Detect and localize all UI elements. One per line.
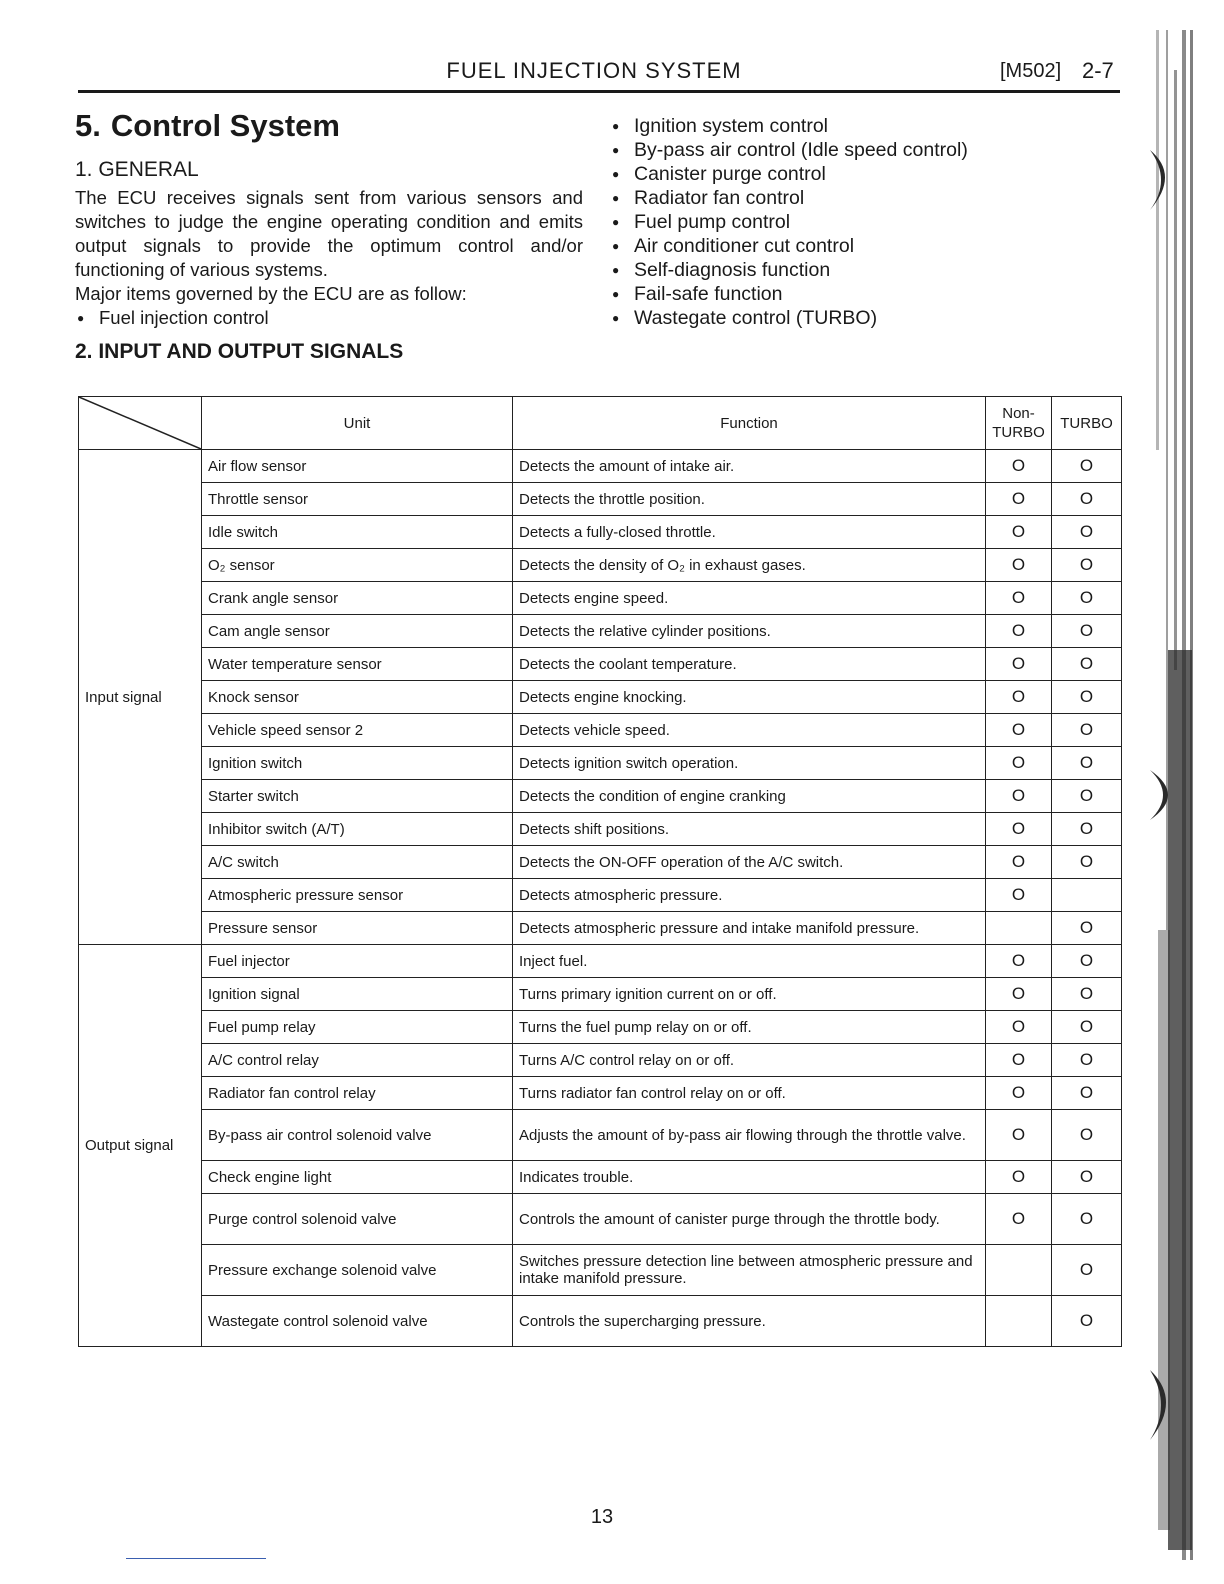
turbo-mark: O: [1052, 945, 1122, 978]
unit-cell: Starter switch: [202, 780, 513, 813]
function-cell: Detects a fully-closed throttle.: [513, 516, 986, 549]
function-cell: Detects the ON-OFF operation of the A/C switch.: [513, 846, 986, 879]
function-cell: Turns primary ignition current on or off.: [513, 978, 986, 1011]
io-heading: 2. INPUT AND OUTPUT SIGNALS: [75, 340, 404, 363]
non-turbo-mark: [986, 912, 1052, 945]
non-turbo-mark: O: [986, 582, 1052, 615]
function-cell: Detects vehicle speed.: [513, 714, 986, 747]
unit-cell: Purge control solenoid valve: [202, 1194, 513, 1245]
non-turbo-mark: O: [986, 780, 1052, 813]
unit-cell: A/C switch: [202, 846, 513, 879]
function-cell: Detects engine knocking.: [513, 681, 986, 714]
section-title-text: Control System: [110, 108, 340, 143]
intro-paragraph: The ECU receives signals sent from various sensors and switches to judge the engine operating condition and emits output signals to provide the optimum control and/or functioning of various systems.: [75, 187, 583, 280]
turbo-mark: O: [1052, 978, 1122, 1011]
header-code: [M502]: [1000, 60, 1062, 82]
unit-cell: Crank angle sensor: [202, 582, 513, 615]
function-cell: Inject fuel.: [513, 945, 986, 978]
function-cell: Detects the throttle position.: [513, 483, 986, 516]
unit-cell: Radiator fan control relay: [202, 1077, 513, 1110]
signals-table: [78, 396, 1122, 1347]
table-row: [79, 780, 1122, 813]
table-row: [79, 681, 1122, 714]
table-row: [79, 615, 1122, 648]
table-row: [79, 1296, 1122, 1347]
bullet-item: ● Canister purge control: [610, 162, 968, 186]
unit-cell: Check engine light: [202, 1161, 513, 1194]
function-cell: Controls the supercharging pressure.: [513, 1296, 986, 1347]
table-row: [79, 1077, 1122, 1110]
function-cell: Turns the fuel pump relay on or off.: [513, 1011, 986, 1044]
table-row: [79, 648, 1122, 681]
non-turbo-mark: [986, 1245, 1052, 1296]
turbo-mark: O: [1052, 780, 1122, 813]
table-row: [79, 1245, 1122, 1296]
bullet-item: ● Air conditioner cut control: [610, 234, 968, 258]
unit-cell: Ignition switch: [202, 747, 513, 780]
function-cell: Detects atmospheric pressure and intake manifold pressure.: [513, 912, 986, 945]
header-diagonal-cell: [79, 397, 202, 450]
header-non-turbo: Non- TURBO: [986, 397, 1052, 450]
turbo-mark: O: [1052, 1077, 1122, 1110]
unit-cell: Pressure sensor: [202, 912, 513, 945]
function-cell: Detects engine speed.: [513, 582, 986, 615]
non-turbo-mark: O: [986, 1044, 1052, 1077]
unit-cell: A/C control relay: [202, 1044, 513, 1077]
table-row: [79, 1011, 1122, 1044]
turbo-mark: O: [1052, 450, 1122, 483]
unit-cell: Air flow sensor: [202, 450, 513, 483]
function-cell: Detects the amount of intake air.: [513, 450, 986, 483]
unit-cell: Knock sensor: [202, 681, 513, 714]
unit-cell: O₂ sensor: [202, 549, 513, 582]
turbo-mark: [1052, 879, 1122, 912]
table-row: [79, 747, 1122, 780]
header-title: FUEL INJECTION SYSTEM: [446, 58, 742, 83]
table-row: [79, 549, 1122, 582]
header-unit: Unit: [202, 397, 513, 450]
table-row: [79, 1194, 1122, 1245]
non-turbo-mark: O: [986, 483, 1052, 516]
function-cell: Turns A/C control relay on or off.: [513, 1044, 986, 1077]
unit-cell: By-pass air control solenoid valve: [202, 1110, 513, 1161]
function-cell: Detects ignition switch operation.: [513, 747, 986, 780]
unit-cell: Pressure exchange solenoid valve: [202, 1245, 513, 1296]
footer-link-line: [126, 1558, 266, 1559]
function-cell: Detects atmospheric pressure.: [513, 879, 986, 912]
unit-cell: Fuel pump relay: [202, 1011, 513, 1044]
turbo-mark: O: [1052, 1044, 1122, 1077]
turbo-mark: O: [1052, 1245, 1122, 1296]
function-cell: Turns radiator fan control relay on or off.: [513, 1077, 986, 1110]
table-row: [79, 582, 1122, 615]
header-page-ref: 2-7: [1082, 58, 1114, 83]
function-cell: Detects shift positions.: [513, 813, 986, 846]
turbo-mark: O: [1052, 1110, 1122, 1161]
bullet-list-right: [610, 114, 968, 330]
turbo-mark: O: [1052, 483, 1122, 516]
bullet-item: ● Fuel pump control: [610, 210, 968, 234]
turbo-mark: O: [1052, 681, 1122, 714]
bullet-item: ● Wastegate control (TURBO): [610, 306, 968, 330]
unit-cell: Fuel injector: [202, 945, 513, 978]
input-signal-label: Input signal: [79, 450, 202, 945]
function-cell: Detects the relative cylinder positions.: [513, 615, 986, 648]
non-turbo-mark: [986, 1296, 1052, 1347]
bullet-item: ● Fail-safe function: [610, 282, 968, 306]
turbo-mark: O: [1052, 582, 1122, 615]
unit-cell: Water temperature sensor: [202, 648, 513, 681]
bullet-column-right: [610, 114, 968, 330]
non-turbo-mark: O: [986, 978, 1052, 1011]
function-cell: Indicates trouble.: [513, 1161, 986, 1194]
intro-lead: Major items governed by the ECU are as follow:: [75, 283, 467, 304]
turbo-mark: O: [1052, 648, 1122, 681]
output-signal-label: Output signal: [79, 945, 202, 1347]
bullet-item: ● Radiator fan control: [610, 186, 968, 210]
header-function: Function: [513, 397, 986, 450]
bullet-item: ● By-pass air control (Idle speed control): [610, 138, 968, 162]
table-row: [79, 516, 1122, 549]
non-turbo-mark: O: [986, 879, 1052, 912]
table-row: [79, 1110, 1122, 1161]
header-rule: [78, 90, 1120, 93]
turbo-mark: O: [1052, 1161, 1122, 1194]
turbo-mark: O: [1052, 516, 1122, 549]
unit-cell: Wastegate control solenoid valve: [202, 1296, 513, 1347]
table-row: [79, 813, 1122, 846]
bullet-item: ● Fuel injection control: [75, 306, 583, 330]
header-turbo: TURBO: [1052, 397, 1122, 450]
unit-cell: Throttle sensor: [202, 483, 513, 516]
non-turbo-mark: O: [986, 1011, 1052, 1044]
non-turbo-mark: O: [986, 945, 1052, 978]
function-cell: Detects the density of O₂ in exhaust gases.: [513, 549, 986, 582]
non-turbo-mark: O: [986, 549, 1052, 582]
non-turbo-mark: O: [986, 450, 1052, 483]
general-heading: 1. GENERAL: [75, 158, 199, 181]
unit-cell: Cam angle sensor: [202, 615, 513, 648]
bullet-item: ● Ignition system control: [610, 114, 968, 138]
scanned-binding-edge: [1150, 30, 1200, 1560]
table-row: [79, 846, 1122, 879]
function-cell: Detects the condition of engine cranking: [513, 780, 986, 813]
non-turbo-mark: O: [986, 516, 1052, 549]
non-turbo-mark: O: [986, 714, 1052, 747]
table-row: [79, 912, 1122, 945]
table-row: [79, 945, 1122, 978]
turbo-mark: O: [1052, 1011, 1122, 1044]
non-turbo-mark: O: [986, 846, 1052, 879]
function-cell: Controls the amount of canister purge through the throttle body.: [513, 1194, 986, 1245]
bullet-list-left: [75, 306, 583, 330]
page-number: 13: [590, 1506, 614, 1528]
non-turbo-mark: O: [986, 615, 1052, 648]
bullet-item: ● Self-diagnosis function: [610, 258, 968, 282]
turbo-mark: O: [1052, 1296, 1122, 1347]
unit-cell: Atmospheric pressure sensor: [202, 879, 513, 912]
unit-cell: Ignition signal: [202, 978, 513, 1011]
section-title: [75, 108, 340, 144]
table-row: [79, 1044, 1122, 1077]
non-turbo-mark: O: [986, 1077, 1052, 1110]
table-row: [79, 483, 1122, 516]
turbo-mark: O: [1052, 1194, 1122, 1245]
turbo-mark: O: [1052, 549, 1122, 582]
non-turbo-mark: O: [986, 1194, 1052, 1245]
function-cell: Detects the coolant temperature.: [513, 648, 986, 681]
table-row: [79, 879, 1122, 912]
unit-cell: Vehicle speed sensor 2: [202, 714, 513, 747]
turbo-mark: O: [1052, 912, 1122, 945]
table-row: [79, 978, 1122, 1011]
unit-cell: Inhibitor switch (A/T): [202, 813, 513, 846]
turbo-mark: O: [1052, 714, 1122, 747]
non-turbo-mark: O: [986, 1110, 1052, 1161]
section-number: 5.: [75, 108, 101, 143]
unit-cell: Idle switch: [202, 516, 513, 549]
table-row: [79, 450, 1122, 483]
table-header-row: [79, 397, 1122, 450]
turbo-mark: O: [1052, 747, 1122, 780]
non-turbo-mark: O: [986, 1161, 1052, 1194]
intro-block: [75, 186, 583, 330]
non-turbo-mark: O: [986, 681, 1052, 714]
non-turbo-mark: O: [986, 648, 1052, 681]
turbo-mark: O: [1052, 813, 1122, 846]
turbo-mark: O: [1052, 615, 1122, 648]
table-row: [79, 714, 1122, 747]
non-turbo-mark: O: [986, 813, 1052, 846]
turbo-mark: O: [1052, 846, 1122, 879]
table-row: [79, 1161, 1122, 1194]
function-cell: Adjusts the amount of by-pass air flowing through the throttle valve.: [513, 1110, 986, 1161]
function-cell: Switches pressure detection line between atmospheric pressure and intake manifold pressure.: [513, 1245, 986, 1296]
non-turbo-mark: O: [986, 747, 1052, 780]
